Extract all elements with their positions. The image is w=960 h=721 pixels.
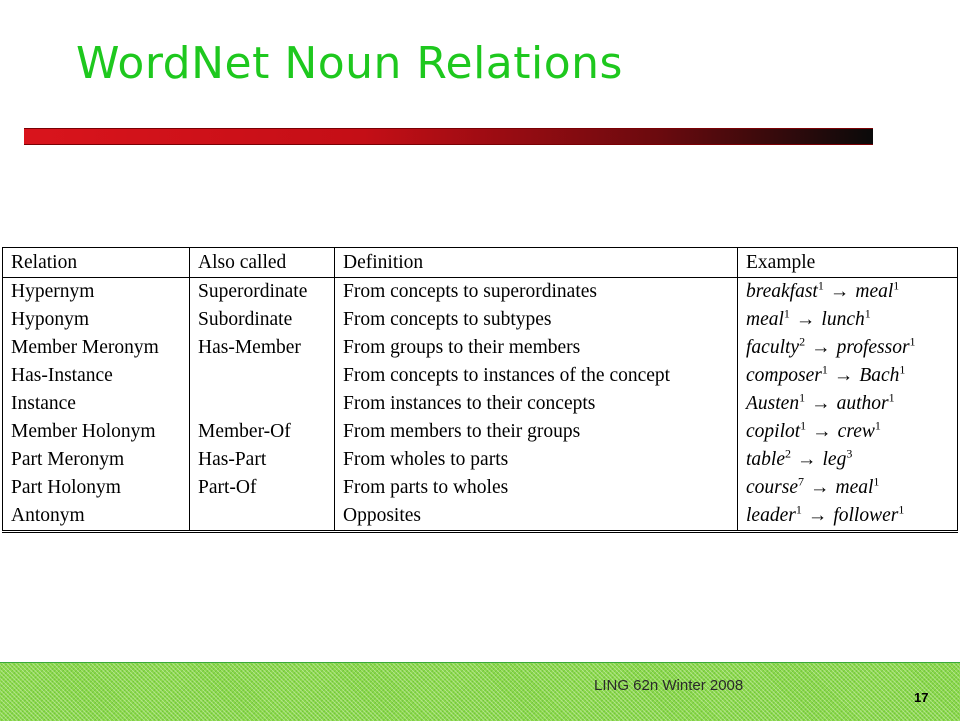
source-sense-number: 1 [800,418,807,433]
also-called-cell: Subordinate [190,306,335,334]
arrow-icon: → [807,505,828,526]
example-target: leg [822,449,847,470]
arrow-icon: → [829,281,850,302]
relation-cell: Instance [3,390,190,418]
example-source: course [746,477,798,498]
example-target: follower [833,505,899,526]
target-sense-number: 3 [846,446,853,461]
header-relation: Relation [3,248,190,278]
source-sense-number: 1 [799,390,806,405]
example-cell [738,278,958,307]
relations-table-container [2,247,958,529]
example-source: breakfast [746,281,818,302]
page-number: 17 [914,690,929,705]
example-cell [738,446,958,474]
also-called-cell: Member-Of [190,418,335,446]
example-cell [738,362,958,390]
table-row [3,446,958,474]
target-sense-number: 1 [864,306,871,321]
arrow-icon: → [833,365,854,386]
also-called-cell [190,502,335,532]
target-sense-number: 1 [893,278,900,293]
example-target: meal [835,477,874,498]
definition-cell: From groups to their members [335,334,738,362]
example-cell [738,418,958,446]
arrow-icon: → [797,449,817,470]
example-target: professor [836,337,910,358]
title-underline-bar [24,128,873,145]
also-called-cell: Has-Part [190,446,335,474]
relation-cell: Member Holonym [3,418,190,446]
relation-cell: Part Meronym [3,446,190,474]
also-called-cell [190,390,335,418]
definition-cell: From concepts to instances of the concept [335,362,738,390]
definition-cell: From concepts to subtypes [335,306,738,334]
definition-cell: From parts to wholes [335,474,738,502]
target-sense-number: 1 [909,334,916,349]
example-source: copilot [746,421,801,442]
table-row [3,278,958,307]
definition-cell: Opposites [335,502,738,532]
example-source: table [746,449,785,470]
target-sense-number: 1 [898,502,905,517]
target-sense-number: 1 [873,474,880,489]
definition-cell: From wholes to parts [335,446,738,474]
table-header-row [3,248,958,278]
example-target: meal [855,281,894,302]
source-sense-number: 1 [821,362,828,377]
table-row [3,502,958,532]
relation-cell: Hyponym [3,306,190,334]
source-sense-number: 1 [795,502,802,517]
header-example: Example [738,248,958,278]
relation-cell: Has-Instance [3,362,190,390]
relation-cell: Part Holonym [3,474,190,502]
example-cell [738,390,958,418]
example-source: composer [746,365,822,386]
header-also-called: Also called [190,248,335,278]
also-called-cell [190,362,335,390]
table-row [3,390,958,418]
example-cell [738,306,958,334]
arrow-icon: → [811,337,831,358]
definition-cell: From concepts to superordinates [335,278,738,307]
footer-bar [0,662,960,721]
example-source: faculty [746,337,800,358]
table-row [3,306,958,334]
example-source: leader [746,505,796,526]
target-sense-number: 1 [888,390,895,405]
target-sense-number: 1 [899,362,906,377]
example-target: lunch [821,309,865,330]
definition-cell: From members to their groups [335,418,738,446]
relation-cell: Hypernym [3,278,190,307]
table-row [3,474,958,502]
noun-relations-table [2,247,958,533]
example-target: Bach [859,365,900,386]
also-called-cell: Superordinate [190,278,335,307]
target-sense-number: 1 [874,418,881,433]
example-source: meal [746,309,784,330]
arrow-icon: → [812,421,832,442]
example-cell [738,474,958,502]
table-row [3,362,958,390]
example-target: crew [837,421,875,442]
example-cell [738,334,958,362]
source-sense-number: 2 [785,446,791,461]
also-called-cell: Part-Of [190,474,335,502]
source-sense-number: 2 [799,334,806,349]
arrow-icon: → [811,393,831,414]
example-source: Austen [746,393,800,414]
example-cell [738,502,958,532]
relation-cell: Member Meronym [3,334,190,362]
slide-title: WordNet Noun Relations [76,38,623,89]
header-definition: Definition [335,248,738,278]
relation-cell: Antonym [3,502,190,532]
also-called-cell: Has-Member [190,334,335,362]
definition-cell: From instances to their concepts [335,390,738,418]
footer-course-label: LING 62n Winter 2008 [594,677,744,694]
table-row [3,334,958,362]
source-sense-number: 1 [817,278,824,293]
source-sense-number: 1 [783,306,790,321]
example-target: author [836,393,889,414]
table-row [3,418,958,446]
source-sense-number: 7 [798,474,804,489]
arrow-icon: → [810,477,830,498]
arrow-icon: → [795,309,816,330]
